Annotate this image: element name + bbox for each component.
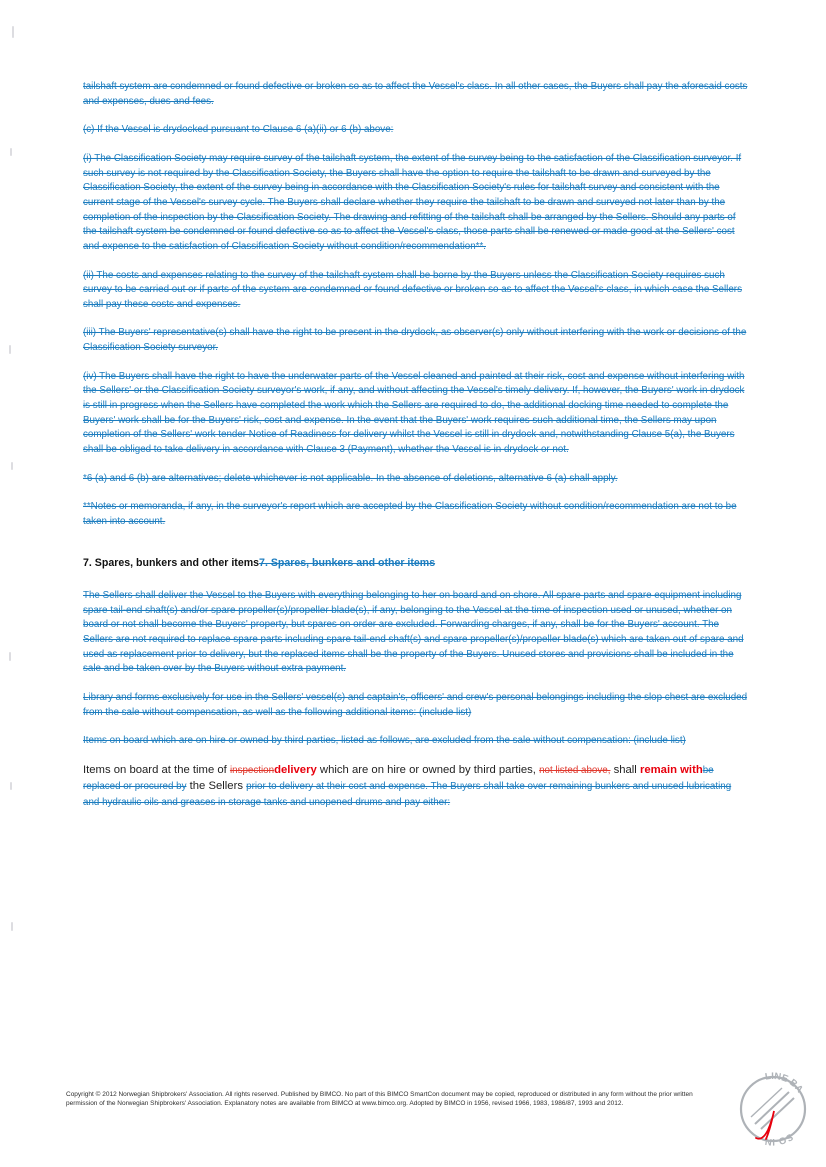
text-run-del: prior to delivery at their cost and expense. The Buyers shall take over remaining bunkers and unused lubricating and hydraulic oils and greases in storage tanks and unopened drums and pay either: [83, 780, 732, 808]
stamp-bottom-text: SO-IN [764, 1130, 795, 1146]
copyright-footer [66, 1091, 778, 1109]
text-run-hb: 7. Spares, bunkers and other items [83, 556, 260, 569]
text-run-del: (iv) The Buyers shall have the right to have the underwater parts of the Vessel cleaned and painted at their risk, cost and expense without interfering with the Sellers' or the Classification Society surveyor's work, if any, and without affecting the Vessel's timely delivery. If, however, the Buyers' work in drydock is still in progress when the Sellers have completed the work which the Sellers are required to do, the additional docking time needed to complete the Buyers' work shall be for the Buyers' risk, cost and expense. In the event that the Buyers' work requires such additional time, the Sellers may upon completion of the Sellers' work tender Notice of Readiness for delivery whilst the Vessel is still in drydock and, notwithstanding Clause 5(a), the Buyers shall be obliged to take delivery in accordance with Clause 3 (Payment), whether the Vessel is in drydock or not. [83, 370, 745, 455]
text-run-del: tailshaft system are condemned or found defective or broken so as to affect the Vessel's class. In all other cases, the Buyers shall pay the aforesaid costs and expenses, dues and fees. [83, 81, 748, 107]
text-run-rdel: inspection [229, 765, 275, 777]
text-run-del: *6 (a) and 6 (b) are alternatives; delete whichever is not applicable. In the absence of deletions, alternative 6 (a) shall apply. [83, 472, 618, 484]
clause-7-para-1 [83, 589, 749, 677]
svg-text:LINE BA [764, 1072, 805, 1095]
text-run-del: (c) If the Vessel is drydocked pursuant to Clause 6 (a)(ii) or 6 (b) above: [83, 124, 394, 136]
clause-6c [83, 123, 749, 138]
text-run-n: the Sellers [186, 779, 247, 792]
text-run-del: Library and forms exclusively for use in the Sellers' vessel(s) and captain's, officers' and crew's personal belongings including the slop chest are excluded from the sale without compensation, as well as the following additional items: (include list) [83, 691, 748, 718]
stamp-top-text: LINE BA [764, 1072, 806, 1096]
text-run-n: which are on hire or owned by third parties, [316, 764, 540, 777]
text-run-del: (i) The Classification Society may require survey of the tailshaft system, the extent of the survey being to the satisfaction of the Classification surveyor. If such survey is not required by the Classification Society, the Buyers shall have the option to require the tailshaft to be drawn and surveyed by the Classification Society, the extent of the survey being in accordance with the Classification Society's rules for tailshaft survey and consistent with the current stage of the Vessel's survey cycle. The Buyers shall declare whether they require the tailshaft to be drawn and surveyed not later than by the completion of the inspection by the Classification Society. The drawing and refitting of the tailshaft shall be arranged by the Sellers. Should any parts of the tailshaft system be condemned or found defective so as to affect the Vessel's class, those parts shall be renewed or made good at the Sellers' cost and expense to the satisfaction of Classification Society without condition/recommendation**. [83, 153, 742, 252]
scan-artifact [11, 922, 13, 931]
clause-6c-ii [83, 269, 749, 313]
footnote-alternatives [83, 472, 749, 487]
text-run-del: The Sellers shall deliver the Vessel to the Buyers with everything belonging to her on board and on shore. All spare parts and spare equipment including spare tail-end shaft(s) and/or spare propeller(s)/propeller blade(s), if any, belonging to the Vessel at the time of inspection used or unused, whether on board or not shall become the Buyers' property, but spares on order are excluded. Forwarding charges, if any, shall be for the Buyers' account. The Sellers are not required to replace spare parts including spare tail-end shaft(s) and spare propeller(s)/propeller blade(s) which are taken out of spare and used as replacement prior to delivery, but the replaced items shall be the property of the Buyers. Unused stores and provisions shall be included in the sale and be taken over by the Buyers without extra payment. [83, 590, 744, 675]
text-run-rdel: not listed above, [539, 765, 611, 777]
clause-7-para-3 [83, 734, 749, 749]
text-run-ins: remain with [639, 764, 703, 777]
clause-6c-iii [83, 326, 749, 355]
copyright-line: Copyright © 2012 Norwegian Shipbrokers' Association. All rights reserved. Published by BIMCO. No part of this BIMCO SmartCon document may be copied, reproduced or distributed in any form without the prior written [66, 1091, 693, 1098]
clause-7-heading [83, 556, 749, 571]
scan-artifact [12, 26, 14, 38]
document-body [83, 80, 749, 825]
red-pen-mark [752, 1108, 782, 1144]
scan-artifact [10, 148, 12, 156]
scan-artifact [10, 782, 12, 790]
clause-7-para-2 [83, 691, 749, 720]
copyright-line: permission of the Norwegian Shipbrokers' Association. Explanatory notes are available from BIMCO at www.bimco.org. Adopted by BIMCO in 1956, revised 1966, 1983, 1986/87, 1993 and 2012. [66, 1099, 624, 1107]
text-run-del: Items on board which are on hire or owned by third parties, listed as follows, are excluded from the sale without compensation: (include list) [83, 735, 686, 747]
text-run-ins: delivery [274, 764, 317, 777]
text-run-del: (ii) The costs and expenses relating to the survey of the tailshaft system shall be borne by the Buyers unless the Classification Society requires such survey to be carried out or if parts of the system are condemned or found defective or broken so as to affect the Vessel's class, in which case the Sellers shall pay these costs and expenses. [83, 269, 742, 310]
clause-7-para-4-edited [83, 763, 749, 810]
clause-6c-i [83, 152, 749, 254]
text-run-n: shall [610, 764, 640, 777]
scan-artifact [9, 652, 11, 661]
clause-6-continuation [83, 80, 749, 109]
scan-artifact [9, 345, 11, 354]
text-run-n: Items on board at the time of [83, 764, 230, 777]
clause-6c-iv [83, 370, 749, 458]
text-run-del: **Notes or memoranda, if any, in the surveyor's report which are accepted by the Classification Society without condition/recommendation are not to be taken into account. [83, 501, 737, 527]
scan-artifact [11, 462, 13, 470]
footnote-notes [83, 500, 749, 529]
text-run-hdel: 7. Spares, bunkers and other items [259, 556, 436, 569]
text-run-del: (iii) The Buyers' representative(s) shall have the right to be present in the drydock, as observer(s) only without interfering with the work or decisions of the Classification Society surveyor. [83, 327, 747, 354]
text-run-del: be replaced or procured by [83, 765, 714, 792]
